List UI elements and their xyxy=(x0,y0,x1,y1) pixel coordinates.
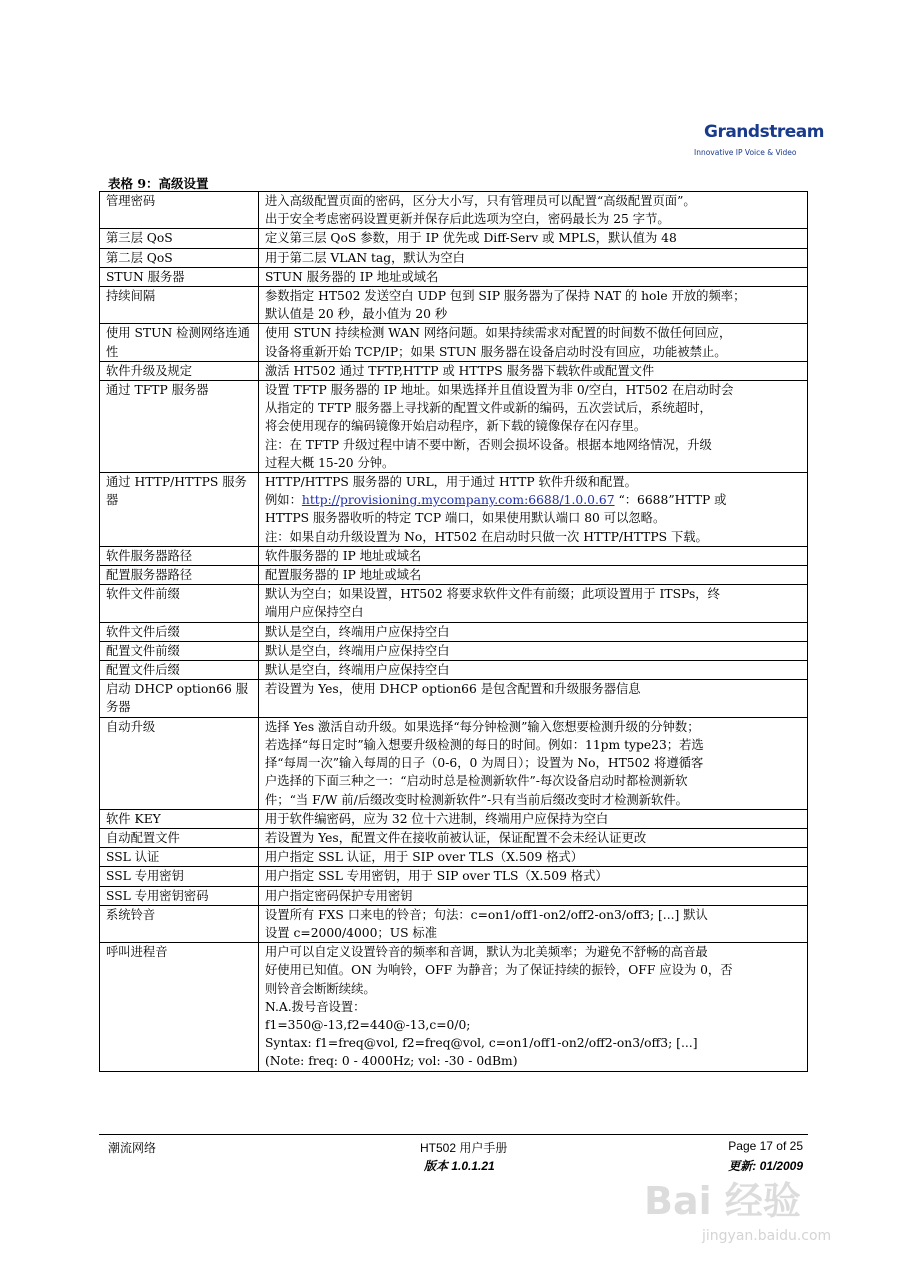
table-row xyxy=(100,361,808,380)
table-row xyxy=(100,248,808,267)
setting-description xyxy=(259,680,808,717)
description-line: 设置 TFTP 服务器的 IP 地址。如果选择并且值设置为非 0/空白，HT502 在启动时会 xyxy=(265,383,734,398)
description-line: 注：如果自动升级设置为 No，HT502 在启动时只做一次 HTTP/HTTPS 下载。 xyxy=(265,529,708,544)
setting-description xyxy=(259,886,808,905)
description-line: 定义第三层 QoS 参数，用于 IP 优先或 Diff-Serv 或 MPLS，默认值为 48 xyxy=(265,231,677,246)
setting-name: 第二层 QoS xyxy=(100,248,259,267)
footer-page-number: Page 17 of 25 xyxy=(728,1139,803,1153)
description-line: 若设置为 Yes，使用 DHCP option66 是包含配置和升级服务器信息 xyxy=(265,682,641,697)
setting-description xyxy=(259,943,808,1071)
footer-manual-title: HT502 用户手册 xyxy=(420,1141,508,1155)
description-line: 参数指定 HT502 发送空白 UDP 包到 SIP 服务器为了保持 NAT 的 hole 开放的频率； xyxy=(265,289,746,304)
setting-name: 管理密码 xyxy=(100,192,259,229)
footer-version: 版本 1.0.1.21 xyxy=(424,1159,495,1173)
table-row xyxy=(100,717,808,809)
setting-description xyxy=(259,585,808,622)
description-line: 配置服务器的 IP 地址或域名 xyxy=(265,568,422,583)
setting-name: 软件文件后缀 xyxy=(100,622,259,641)
description-line: 出于安全考虑密码设置更新并保存后此选项为空白，密码最长为 25 字节。 xyxy=(265,212,670,227)
setting-name: 自动升级 xyxy=(100,717,259,809)
setting-description xyxy=(259,192,808,229)
setting-description xyxy=(259,361,808,380)
description-line: 用户指定 SSL 专用密钥，用于 SIP over TLS（X.509 格式） xyxy=(265,869,608,884)
description-line: 选择 Yes 激活自动升级。如果选择“每分钟检测”输入您想要检测升级的分钟数； xyxy=(265,719,700,734)
description-line: 使用 STUN 持续检测 WAN 网络问题。如果持续需求对配置的时间数不做任何回应， xyxy=(265,326,732,341)
description-line: 从指定的 TFTP 服务器上寻找新的配置文件或新的编码，五次尝试后，系统超时， xyxy=(265,401,712,416)
table-row xyxy=(100,886,808,905)
example-line xyxy=(265,491,801,509)
setting-description xyxy=(259,267,808,286)
description-line: 设置 c=2000/4000；US 标准 xyxy=(265,925,438,940)
provisioning-url-link[interactable]: http://provisioning.mycompany.com:6688/1.0.0.67 xyxy=(301,493,615,508)
description-line: Syntax: f1=freq@vol, f2=freq@vol, c=on1/off1-on2/off2-on3/off3; [...] xyxy=(265,1036,698,1051)
table-row xyxy=(100,641,808,660)
description-line: 用户指定密码保护专用密钥 xyxy=(265,888,413,903)
example-prefix: 例如： xyxy=(265,493,302,508)
description-line: 默认为空白；如果设置，HT502 将要求软件文件有前缀；此项设置用于 ITSPs，终 xyxy=(265,587,720,602)
setting-description xyxy=(259,473,808,547)
description-line: 件；“当 F/W 前/后缀改变时检测新软件”-只有当前后缀改变时才检测新软件。 xyxy=(265,792,688,807)
table-row xyxy=(100,905,808,942)
setting-description xyxy=(259,381,808,473)
table-row xyxy=(100,680,808,717)
table-row xyxy=(100,229,808,248)
setting-name: SSL 认证 xyxy=(100,848,259,867)
footer-divider xyxy=(99,1134,808,1135)
setting-name: 软件服务器路径 xyxy=(100,546,259,565)
description-line: 默认是空白，终端用户应保持空白 xyxy=(265,663,450,678)
setting-description xyxy=(259,641,808,660)
description-line: 用于软件编密码，应为 32 位十六进制，终端用户应保持为空白 xyxy=(265,811,609,826)
description-line: 端用户应保持空白 xyxy=(265,605,364,620)
setting-description xyxy=(259,287,808,324)
footer-company: 潮流网络 xyxy=(108,1141,157,1155)
description-line: 注：在 TFTP 升级过程中请不要中断，否则会损坏设备。根据本地网络情况，升级 xyxy=(265,437,712,452)
description-line: 默认是空白，终端用户应保持空白 xyxy=(265,624,450,639)
setting-name: 通过 TFTP 服务器 xyxy=(100,381,259,473)
description-line: 软件服务器的 IP 地址或域名 xyxy=(265,548,422,563)
description-line: 择“每周一次”输入每周的日子（0-6，0 为周日）；设置为 No，HT502 将遵循客 xyxy=(265,756,704,771)
table-row xyxy=(100,287,808,324)
table-row xyxy=(100,867,808,886)
description-line: 用户指定 SSL 认证，用于 SIP over TLS（X.509 格式） xyxy=(265,850,584,865)
setting-name: 通过 HTTP/HTTPS 服务器 xyxy=(100,473,259,547)
description-line: 好使用已知值。ON 为响铃，OFF 为静音；为了保证持续的振铃，OFF 应设为 0，否 xyxy=(265,963,733,978)
table-row xyxy=(100,192,808,229)
setting-name: 系统铃音 xyxy=(100,905,259,942)
description-line: HTTP/HTTPS 服务器的 URL，用于通过 HTTP 软件升级和配置。 xyxy=(265,475,637,490)
table-row xyxy=(100,381,808,473)
setting-description xyxy=(259,848,808,867)
setting-description xyxy=(259,622,808,641)
setting-description xyxy=(259,229,808,248)
table-row xyxy=(100,943,808,1071)
setting-description xyxy=(259,828,808,847)
logo-brand: Grandstream xyxy=(704,122,824,142)
table-row xyxy=(100,828,808,847)
setting-name: 使用 STUN 检测网络连通性 xyxy=(100,324,259,361)
setting-name: 软件 KEY xyxy=(100,809,259,828)
description-line: 用于第二层 VLAN tag，默认为空白 xyxy=(265,250,465,265)
example-suffix: “：6688”HTTP 或 xyxy=(614,493,727,508)
description-line: 用户可以自定义设置铃音的频率和音调，默认为北美频率；为避免不舒畅的高音最 xyxy=(265,945,708,960)
setting-description xyxy=(259,566,808,585)
setting-name: 启动 DHCP option66 服务器 xyxy=(100,680,259,717)
setting-name: 配置文件前缀 xyxy=(100,641,259,660)
logo-tagline: Innovative IP Voice & Video xyxy=(694,148,797,157)
watermark-brand: Bai 经验 xyxy=(644,1179,801,1223)
table-row xyxy=(100,661,808,680)
setting-name: 第三层 QoS xyxy=(100,229,259,248)
setting-description xyxy=(259,324,808,361)
description-line: HTTPS 服务器收听的特定 TCP 端口，如果使用默认端口 80 可以忽略。 xyxy=(265,511,666,526)
table-caption: 表格 9：高级设置 xyxy=(108,176,209,191)
description-line: 进入高级配置页面的密码，区分大小写，只有管理员可以配置“高级配置页面”。 xyxy=(265,194,696,208)
setting-description xyxy=(259,546,808,565)
setting-description xyxy=(259,809,808,828)
description-line: 设备将重新开始 TCP/IP；如果 STUN 服务器在设备启动时没有回应，功能被禁止。 xyxy=(265,344,727,359)
setting-description xyxy=(259,867,808,886)
table-row xyxy=(100,267,808,286)
setting-description xyxy=(259,661,808,680)
setting-name: 持续间隔 xyxy=(100,287,259,324)
setting-name: 自动配置文件 xyxy=(100,828,259,847)
table-row xyxy=(100,324,808,361)
setting-name: SSL 专用密钥密码 xyxy=(100,886,259,905)
setting-description xyxy=(259,905,808,942)
setting-name: 软件文件前缀 xyxy=(100,585,259,622)
description-line: 若设置为 Yes，配置文件在接收前被认证，保证配置不会未经认证更改 xyxy=(265,830,647,845)
setting-name: 配置服务器路径 xyxy=(100,566,259,585)
description-line: 则铃音会断断续续。 xyxy=(265,981,376,996)
grandstream-logo xyxy=(690,108,824,168)
description-line: 设置所有 FXS 口来电的铃音；句法：c=on1/off1-on2/off2-on3/off3; [...] 默认 xyxy=(265,907,708,922)
table-row xyxy=(100,809,808,828)
setting-name: SSL 专用密钥 xyxy=(100,867,259,886)
description-line: 激活 HT502 通过 TFTP,HTTP 或 HTTPS 服务器下载软件或配置文件 xyxy=(265,363,655,378)
description-line: 户选择的下面三种之一：“启动时总是检测新软件”-每次设备启动时都检测新软 xyxy=(265,774,688,789)
table-row xyxy=(100,473,808,547)
description-line: (Note: freq: 0 - 4000Hz; vol: -30 - 0dBm) xyxy=(265,1054,518,1069)
description-line: 默认是空白，终端用户应保持空白 xyxy=(265,643,450,658)
description-line: f1=350@-13,f2=440@-13,c=0/0; xyxy=(265,1017,471,1032)
setting-description xyxy=(259,717,808,809)
table-row xyxy=(100,585,808,622)
setting-description xyxy=(259,248,808,267)
setting-name: 软件升级及规定 xyxy=(100,361,259,380)
description-line: 若选择“每日定时”输入想要升级检测的每日的时间。例如：11pm type23；若选 xyxy=(265,737,704,752)
description-line: N.A.拨号音设置： xyxy=(265,999,366,1014)
table-row xyxy=(100,848,808,867)
table-row xyxy=(100,566,808,585)
table-row xyxy=(100,622,808,641)
setting-name: STUN 服务器 xyxy=(100,267,259,286)
description-line: 过程大概 15-20 分钟。 xyxy=(265,455,395,470)
setting-name: 配置文件后缀 xyxy=(100,661,259,680)
advanced-settings-table xyxy=(99,191,808,1072)
watermark-url: jingyan.baidu.com xyxy=(702,1228,832,1244)
description-line: STUN 服务器的 IP 地址或域名 xyxy=(265,269,439,284)
description-line: 默认值是 20 秒，最小值为 20 秒 xyxy=(265,307,448,322)
setting-name: 呼叫进程音 xyxy=(100,943,259,1071)
footer-updated-date: 更新: 01/2009 xyxy=(728,1159,803,1173)
description-line: 将会使用现存的编码镜像开始启动程序，新下载的镜像保存在闪存里。 xyxy=(265,419,647,434)
baidu-watermark xyxy=(644,1170,864,1260)
table-row xyxy=(100,546,808,565)
